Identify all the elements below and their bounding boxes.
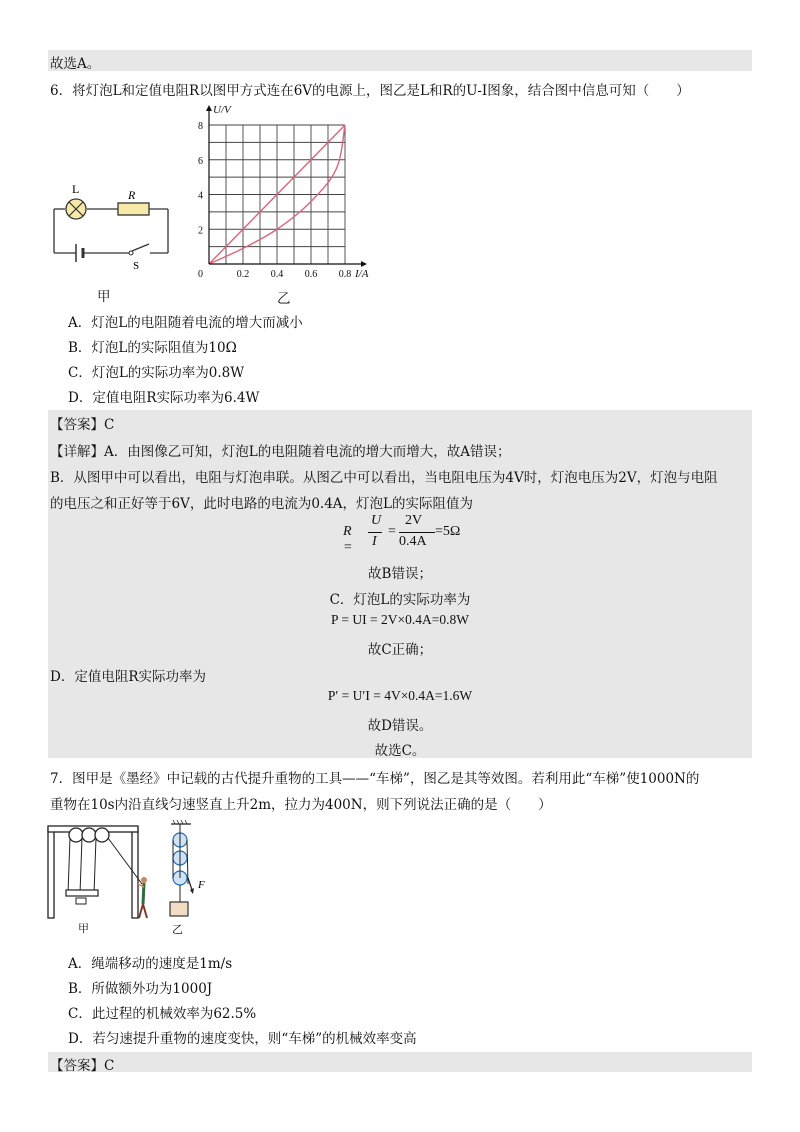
origin-label: 0 <box>198 269 203 280</box>
chariot-ladder-figure <box>44 822 164 922</box>
ui-chart <box>195 103 385 283</box>
top-note: 故选A。 <box>50 56 101 72</box>
q7-fig-b-caption: 乙 <box>172 923 183 936</box>
q6-detail-line9: 故选C。 <box>374 743 426 759</box>
x-axis-arrow <box>361 261 367 267</box>
q7-stem-line2: 重物在10s内沿直线匀速竖直上升2m，拉力为400N，则下列说法正确的是（ ） <box>50 797 552 813</box>
circuit-diagram <box>50 182 180 292</box>
resistor-label: R <box>128 188 136 202</box>
q6-detail-line7: D．定值电阻R实际功率为 <box>50 669 206 685</box>
switch-symbol <box>129 244 149 255</box>
eq1-bar1 <box>368 532 382 533</box>
eq1-lhs: R = <box>343 524 353 555</box>
fig-a-caption: 甲 <box>97 289 111 305</box>
q7-option-c: C．此过程的机械效率为62.5% <box>68 1006 257 1022</box>
x-tick-label: 0.6 <box>304 269 318 280</box>
q6-answer-shade <box>48 410 752 758</box>
pulley-diagram <box>166 818 226 918</box>
q6-option-b: B．灯泡L的实际阻值为10Ω <box>68 340 237 356</box>
eq1-equals: = <box>388 524 396 539</box>
q6-option-c: C．灯泡L的实际功率为0.8W <box>68 365 245 381</box>
y-tick-label: 8 <box>198 121 203 132</box>
q6-option-d: D．定值电阻R实际功率为6.4W <box>68 390 260 406</box>
eq1-num2: 2V <box>405 513 423 528</box>
lamp-symbol <box>66 199 86 219</box>
q7-option-d: D．若匀速提升重物的速度变快，则“车梯”的机械效率变高 <box>68 1031 417 1047</box>
q7-option-b: B．所做额外功为1000J <box>68 981 213 997</box>
eq1-bar2 <box>399 532 435 533</box>
eq1-num1: U <box>371 513 382 528</box>
q6-detail-line1: 【详解】A．由图像乙可知，灯泡L的电阻随着电流的增大而增大，故A错误； <box>50 444 511 460</box>
q7-answer: 【答案】C <box>50 1058 115 1074</box>
eq1-rhs: =5Ω <box>435 524 461 539</box>
q7-fig-a-caption: 甲 <box>78 922 89 935</box>
eq1-den1: I <box>372 534 377 549</box>
equation-power-resistor: P′ = U′I = 4V×0.4A=1.6W <box>327 688 473 703</box>
y-axis-label: U/V <box>213 104 231 116</box>
q7-option-a: A．绳端移动的速度是1m/s <box>68 956 233 972</box>
force-label: F <box>198 879 205 891</box>
q6-detail-line6: 故C正确； <box>367 642 433 658</box>
x-tick-label: 0.8 <box>338 269 352 280</box>
load-block <box>170 902 188 916</box>
person-figure <box>138 877 147 918</box>
q6-detail-line4: 故B错误； <box>368 566 432 582</box>
top-note-shade <box>48 50 752 71</box>
y-tick-label: 6 <box>198 155 203 167</box>
eq1-den2: 0.4A <box>399 534 427 549</box>
q6-detail-line3: 的电压之和正好等于6V，此时电路的电流为0.4A，灯泡L的实际阻值为 <box>50 496 474 512</box>
q6-stem: 6．将灯泡L和定值电阻R以图甲方式连在6V的电源上，图乙是L和R的U-I图象，结合图中信息可知（ ） <box>50 83 690 99</box>
x-axis-label: I/A <box>355 268 369 280</box>
q6-detail-line2: B．从图甲中可以看出，电阻与灯泡串联。从图乙中可以看出，当电阻电压为4V时，灯泡电压为2V，灯泡与电阻 <box>50 470 718 486</box>
y-tick-label: 2 <box>198 225 203 237</box>
q6-answer: 【答案】C <box>50 417 115 433</box>
q6-detail-line8: 故D错误。 <box>367 718 433 734</box>
equation-power-lamp: P = UI = 2V×0.4A=0.8W <box>331 612 469 627</box>
fig-b-caption: 乙 <box>277 291 291 307</box>
x-tick-label: 0.2 <box>236 269 250 280</box>
q6-detail-line5: C．灯泡L的实际功率为 <box>329 592 471 608</box>
q7-answer-shade <box>48 1052 752 1072</box>
q6-option-a: A．灯泡L的电阻随着电流的增大而减小 <box>68 315 303 331</box>
x-tick-label: 0.4 <box>270 269 284 280</box>
lamp-label: L <box>72 182 80 196</box>
y-tick-label: 4 <box>198 190 203 202</box>
y-axis-arrow <box>206 105 212 111</box>
resistor-symbol <box>118 203 149 215</box>
switch-label: S <box>133 260 140 272</box>
q7-stem-line1: 7．图甲是《墨经》中记载的古代提升重物的工具——“车梯”，图乙是其等效图。若利用此“车梯”使1000N的 <box>50 771 700 787</box>
battery-symbol <box>76 244 83 262</box>
